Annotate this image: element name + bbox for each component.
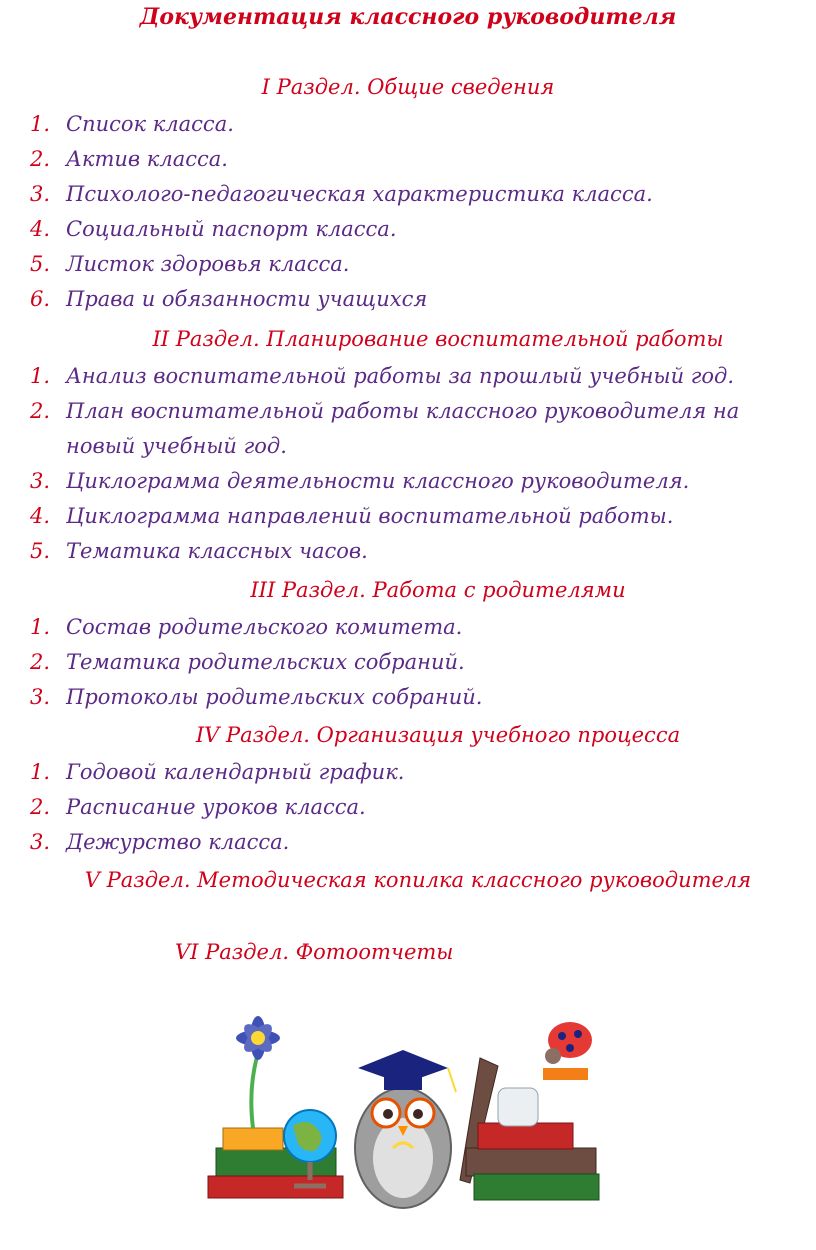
item-text: Расписание уроков класса. xyxy=(66,795,366,819)
item-text: Циклограмма направлений воспитательной работы. xyxy=(66,504,674,528)
section-1-heading: I Раздел. Общие сведения xyxy=(261,75,555,99)
list-item xyxy=(30,177,770,212)
list-item xyxy=(30,645,770,680)
item-text: Психолого-педагогическая характеристика класса. xyxy=(66,182,653,206)
item-text: Листок здоровья класса. xyxy=(66,252,350,276)
section-3-heading: III Раздел. Работа с родителями xyxy=(250,578,626,602)
item-text: Анализ воспитательной работы за прошлый учебный год. xyxy=(66,364,735,388)
item-text: Права и обязанности учащихся xyxy=(66,287,428,311)
item-text: Актив класса. xyxy=(66,147,228,171)
item-text: Циклограмма деятельности классного руководителя. xyxy=(66,469,690,493)
list-item xyxy=(30,247,770,282)
item-number: 5. xyxy=(30,539,51,563)
item-number: 2. xyxy=(30,795,51,819)
item-number: 2. xyxy=(30,147,51,171)
list-item xyxy=(30,142,770,177)
list-item xyxy=(30,534,770,569)
list-item xyxy=(30,107,770,142)
item-number: 1. xyxy=(30,364,51,388)
owl-icon xyxy=(355,1050,456,1208)
list-item xyxy=(30,825,770,860)
list-item xyxy=(30,610,770,645)
list-item xyxy=(30,394,770,464)
item-number: 3. xyxy=(30,182,51,206)
item-text: План воспитательной работы классного руководителя на новый учебный год. xyxy=(66,399,740,458)
flower-stem-icon xyxy=(251,1053,258,1128)
item-number: 4. xyxy=(30,504,51,528)
scroll-icon xyxy=(498,1088,538,1126)
list-item xyxy=(30,790,770,825)
item-number: 2. xyxy=(30,399,51,423)
section-1-list xyxy=(30,107,770,317)
owl-with-books-globe-icon xyxy=(198,1008,608,1213)
item-text: Годовой календарный график. xyxy=(66,760,405,784)
book-green2-icon xyxy=(474,1174,599,1200)
item-number: 3. xyxy=(30,830,51,854)
list-item xyxy=(30,680,770,715)
item-text: Социальный паспорт класса. xyxy=(66,217,397,241)
flower-icon xyxy=(236,1016,280,1060)
item-number: 3. xyxy=(30,469,51,493)
document-title: Документация классного руководителя xyxy=(139,4,677,30)
item-number: 2. xyxy=(30,650,51,674)
item-number: 3. xyxy=(30,685,51,709)
section-3-list xyxy=(30,610,770,715)
list-item xyxy=(30,282,770,317)
item-text: Список класса. xyxy=(66,112,234,136)
item-text: Дежурство класса. xyxy=(66,830,290,854)
item-text: Тематика классных часов. xyxy=(66,539,368,563)
section-2-heading: II Раздел. Планирование воспитательной работы xyxy=(152,327,724,351)
book-yellow-icon xyxy=(223,1128,283,1150)
list-item xyxy=(30,499,770,534)
section-4-heading: IV Раздел. Организация учебного процесса xyxy=(195,723,681,747)
book-red2-icon xyxy=(478,1123,573,1149)
item-text: Состав родительского комитета. xyxy=(66,615,463,639)
section-2-list xyxy=(30,359,770,569)
item-number: 1. xyxy=(30,615,51,639)
ladybug-icon xyxy=(543,1022,592,1080)
item-number: 6. xyxy=(30,287,51,311)
item-number: 1. xyxy=(30,112,51,136)
item-number: 5. xyxy=(30,252,51,276)
section-5-heading: V Раздел. Методическая копилка классного руководителя xyxy=(84,868,752,892)
list-item xyxy=(30,464,770,499)
list-item xyxy=(30,755,770,790)
section-6-heading: VI Раздел. Фотоотчеты xyxy=(175,940,454,964)
item-text: Тематика родительских собраний. xyxy=(66,650,465,674)
section-4-list xyxy=(30,755,770,860)
list-item xyxy=(30,359,770,394)
item-number: 4. xyxy=(30,217,51,241)
book-brown-icon xyxy=(466,1148,596,1176)
item-text: Протоколы родительских собраний. xyxy=(66,685,483,709)
list-item xyxy=(30,212,770,247)
item-number: 1. xyxy=(30,760,51,784)
